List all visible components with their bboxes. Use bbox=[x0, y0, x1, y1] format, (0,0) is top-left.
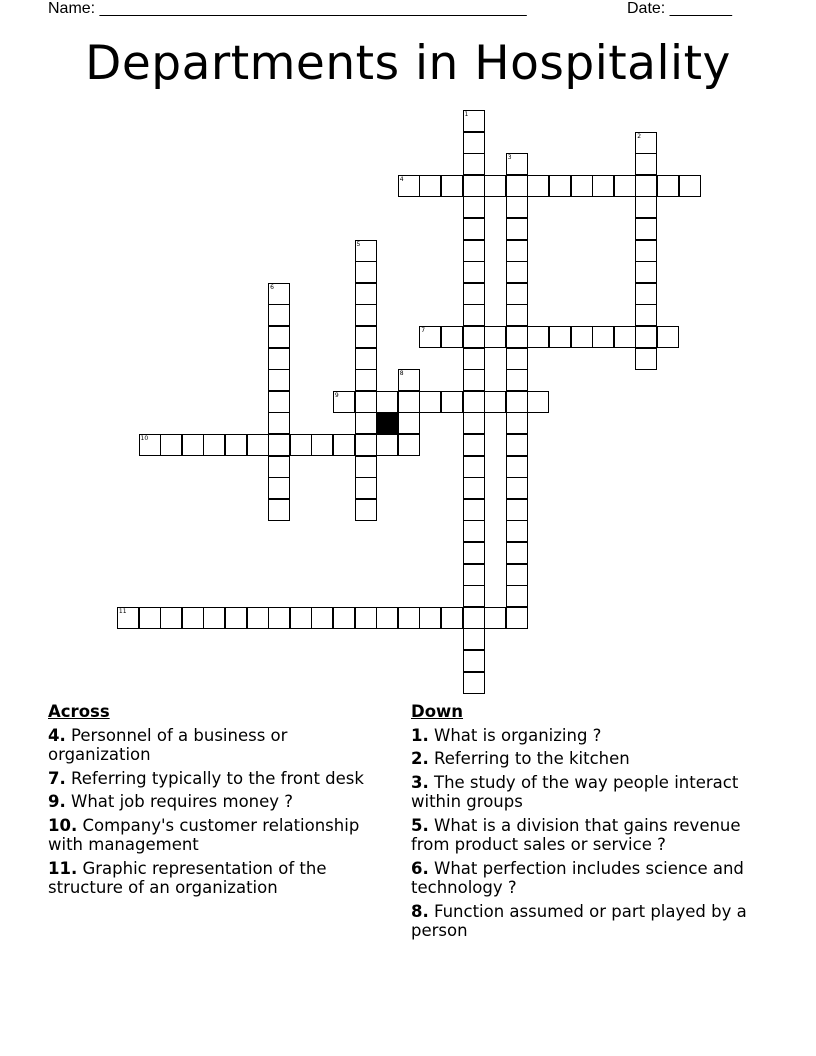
clue-number: 5. bbox=[411, 815, 429, 835]
crossword-cell[interactable] bbox=[463, 218, 485, 240]
crossword-cell[interactable] bbox=[203, 607, 225, 629]
crossword-cell[interactable] bbox=[463, 283, 485, 305]
crossword-cell[interactable] bbox=[160, 434, 182, 456]
clue-text: Graphic representation of the structure of an organization bbox=[48, 858, 327, 897]
crossword-cell[interactable] bbox=[268, 434, 290, 456]
crossword-cell[interactable] bbox=[635, 218, 657, 240]
crossword-cell[interactable] bbox=[506, 283, 528, 305]
crossword-cell[interactable] bbox=[506, 304, 528, 326]
crossword-cell[interactable] bbox=[398, 412, 420, 434]
crossword-cell[interactable] bbox=[441, 607, 463, 629]
crossword-cell[interactable] bbox=[268, 499, 290, 521]
crossword-cell[interactable] bbox=[225, 434, 247, 456]
crossword-cell[interactable] bbox=[506, 175, 528, 197]
crossword-cell[interactable] bbox=[441, 391, 463, 413]
crossword-cell[interactable] bbox=[333, 607, 355, 629]
down-clue bbox=[411, 859, 771, 898]
crossword-cell[interactable] bbox=[203, 434, 225, 456]
crossword-cell[interactable] bbox=[463, 153, 485, 175]
clue-number: 6. bbox=[411, 858, 429, 878]
crossword-cell[interactable] bbox=[355, 412, 377, 434]
crossword-cell[interactable] bbox=[506, 477, 528, 499]
clue-text: Referring typically to the front desk bbox=[71, 768, 364, 788]
crossword-cell[interactable] bbox=[463, 672, 485, 694]
crossword-cell[interactable] bbox=[463, 542, 485, 564]
across-clue bbox=[48, 792, 388, 812]
crossword-black-cell bbox=[376, 412, 398, 434]
crossword-cell[interactable] bbox=[657, 326, 679, 348]
clue-number: 8. bbox=[411, 901, 429, 921]
crossword-cell[interactable] bbox=[355, 391, 377, 413]
crossword-cell[interactable] bbox=[484, 391, 506, 413]
crossword-cell[interactable] bbox=[355, 607, 377, 629]
crossword-cell[interactable] bbox=[635, 132, 657, 154]
down-clue bbox=[411, 773, 771, 812]
crossword-cell[interactable] bbox=[419, 607, 441, 629]
clue-number: 2. bbox=[411, 749, 429, 768]
crossword-cell[interactable] bbox=[463, 650, 485, 672]
clue-text: Personnel of a business or organization bbox=[48, 725, 288, 764]
clue-number: 4. bbox=[48, 725, 66, 745]
crossword-cell[interactable] bbox=[592, 326, 614, 348]
crossword-cell[interactable] bbox=[657, 175, 679, 197]
crossword-cell[interactable] bbox=[398, 607, 420, 629]
crossword-cell[interactable] bbox=[506, 499, 528, 521]
crossword-cell[interactable] bbox=[139, 434, 161, 456]
clue-text: Referring to the kitchen bbox=[434, 749, 630, 768]
crossword-cell[interactable] bbox=[506, 585, 528, 607]
clue-number: 11. bbox=[48, 858, 78, 878]
crossword-cell[interactable] bbox=[268, 477, 290, 499]
page-title: Departments in Hospitality bbox=[85, 36, 731, 91]
crossword-cell[interactable] bbox=[268, 412, 290, 434]
crossword-cell[interactable] bbox=[463, 110, 485, 132]
crossword-cell[interactable] bbox=[635, 283, 657, 305]
crossword-cell[interactable] bbox=[290, 434, 312, 456]
crossword-cell[interactable] bbox=[635, 326, 657, 348]
crossword-cell[interactable] bbox=[463, 456, 485, 478]
across-clue bbox=[48, 769, 388, 789]
clue-number: 9. bbox=[48, 792, 66, 811]
crossword-cell[interactable] bbox=[484, 326, 506, 348]
clue-text: Function assumed or part played by a person bbox=[411, 901, 747, 940]
crossword-cell[interactable] bbox=[398, 369, 420, 391]
crossword-cell[interactable] bbox=[463, 196, 485, 218]
clue-text: What job requires money ? bbox=[71, 792, 294, 811]
clue-number-label: 1 bbox=[464, 111, 469, 118]
crossword-cell[interactable] bbox=[506, 348, 528, 370]
crossword-cell[interactable] bbox=[506, 326, 528, 348]
crossword-cell[interactable] bbox=[268, 304, 290, 326]
crossword-cell[interactable] bbox=[355, 326, 377, 348]
down-clues bbox=[411, 702, 771, 945]
clue-text: What is a division that gains revenue from product sales or service ? bbox=[411, 815, 741, 854]
crossword-cell[interactable] bbox=[441, 326, 463, 348]
crossword-cell[interactable] bbox=[506, 542, 528, 564]
crossword-cell[interactable] bbox=[635, 240, 657, 262]
across-clue bbox=[48, 726, 388, 765]
crossword-cell[interactable] bbox=[463, 585, 485, 607]
crossword-cell[interactable] bbox=[355, 456, 377, 478]
crossword-cell[interactable] bbox=[463, 412, 485, 434]
crossword-cell[interactable] bbox=[463, 304, 485, 326]
crossword-cell[interactable] bbox=[398, 391, 420, 413]
clue-text: What perfection includes science and technology ? bbox=[411, 858, 744, 897]
clue-number-label: 2 bbox=[637, 132, 642, 140]
across-heading: Across bbox=[48, 702, 110, 721]
clue-text: What is organizing ? bbox=[434, 725, 602, 745]
crossword-cell[interactable] bbox=[311, 607, 333, 629]
down-clue bbox=[411, 902, 771, 941]
down-clue bbox=[411, 816, 771, 855]
crossword-cell[interactable] bbox=[463, 175, 485, 197]
crossword-cell[interactable] bbox=[635, 304, 657, 326]
crossword-cell[interactable] bbox=[182, 434, 204, 456]
clue-number-label: 4 bbox=[399, 175, 404, 183]
across-clue bbox=[48, 816, 388, 855]
crossword-cell[interactable] bbox=[355, 283, 377, 305]
crossword-cell[interactable] bbox=[506, 196, 528, 218]
crossword-cell[interactable] bbox=[268, 607, 290, 629]
crossword-cell[interactable] bbox=[506, 261, 528, 283]
crossword-cell[interactable] bbox=[463, 132, 485, 154]
crossword-cell[interactable] bbox=[527, 175, 549, 197]
crossword-cell[interactable] bbox=[355, 304, 377, 326]
crossword-cell[interactable] bbox=[527, 391, 549, 413]
clue-number-label: 6 bbox=[270, 283, 274, 291]
crossword-cell[interactable] bbox=[463, 261, 485, 283]
crossword-cell[interactable] bbox=[463, 628, 485, 650]
crossword-cell[interactable] bbox=[376, 391, 398, 413]
clue-number-label: 5 bbox=[356, 240, 361, 248]
crossword-cell[interactable] bbox=[463, 240, 485, 262]
crossword-cell[interactable] bbox=[419, 175, 441, 197]
crossword-cell[interactable] bbox=[355, 477, 377, 499]
clue-number: 3. bbox=[411, 772, 429, 792]
crossword-cell[interactable] bbox=[527, 326, 549, 348]
crossword-cell[interactable] bbox=[484, 175, 506, 197]
crossword-cell[interactable] bbox=[506, 607, 528, 629]
crossword-cell[interactable] bbox=[614, 326, 636, 348]
crossword-cell[interactable] bbox=[247, 434, 269, 456]
crossword-cell[interactable] bbox=[463, 499, 485, 521]
clue-number-label: 11 bbox=[118, 607, 127, 615]
crossword-cell[interactable] bbox=[355, 261, 377, 283]
crossword-cell[interactable] bbox=[614, 175, 636, 197]
clue-number-label: 10 bbox=[140, 435, 149, 442]
crossword-cell[interactable] bbox=[139, 607, 161, 629]
crossword-cell[interactable] bbox=[506, 240, 528, 262]
crossword-cell[interactable] bbox=[571, 326, 593, 348]
clue-number-label: 9 bbox=[334, 391, 339, 399]
crossword-cell[interactable] bbox=[506, 520, 528, 542]
crossword-cell[interactable] bbox=[441, 175, 463, 197]
clue-text: Company's customer relationship with management bbox=[48, 815, 360, 854]
crossword-cell[interactable] bbox=[182, 607, 204, 629]
crossword-cell[interactable] bbox=[506, 218, 528, 240]
crossword-cell[interactable] bbox=[463, 520, 485, 542]
crossword-cell[interactable] bbox=[355, 369, 377, 391]
crossword-cell[interactable] bbox=[290, 607, 312, 629]
crossword-cell[interactable] bbox=[592, 175, 614, 197]
crossword-cell[interactable] bbox=[635, 196, 657, 218]
crossword-cell[interactable] bbox=[549, 175, 571, 197]
crossword-cell[interactable] bbox=[463, 477, 485, 499]
crossword-cell[interactable] bbox=[376, 434, 398, 456]
down-heading: Down bbox=[411, 702, 464, 721]
clue-number: 7. bbox=[48, 768, 66, 788]
crossword-cell[interactable] bbox=[463, 326, 485, 348]
crossword-cell[interactable] bbox=[355, 499, 377, 521]
name-field-label: Name: ________________________________________________ bbox=[48, 0, 527, 17]
crossword-cell[interactable] bbox=[463, 369, 485, 391]
crossword-cell[interactable] bbox=[635, 348, 657, 370]
crossword-cell[interactable] bbox=[463, 607, 485, 629]
crossword-cell[interactable] bbox=[247, 607, 269, 629]
crossword-cell[interactable] bbox=[268, 348, 290, 370]
crossword-cell[interactable] bbox=[635, 153, 657, 175]
crossword-cell[interactable] bbox=[549, 326, 571, 348]
crossword-cell[interactable] bbox=[225, 607, 247, 629]
crossword-cell[interactable] bbox=[506, 391, 528, 413]
crossword-cell[interactable] bbox=[333, 391, 355, 413]
crossword-cell[interactable] bbox=[463, 348, 485, 370]
crossword-cell[interactable] bbox=[376, 607, 398, 629]
crossword-cell[interactable] bbox=[355, 240, 377, 262]
clue-text: The study of the way people interact within groups bbox=[411, 772, 739, 811]
crossword-cell[interactable] bbox=[333, 434, 355, 456]
crossword-cell[interactable] bbox=[463, 564, 485, 586]
crossword-cell[interactable] bbox=[268, 326, 290, 348]
crossword-cell[interactable] bbox=[419, 326, 441, 348]
crossword-cell[interactable] bbox=[419, 391, 441, 413]
crossword-cell[interactable] bbox=[635, 261, 657, 283]
crossword-cell[interactable] bbox=[355, 434, 377, 456]
crossword-cell[interactable] bbox=[268, 369, 290, 391]
crossword-cell[interactable] bbox=[268, 456, 290, 478]
crossword-cell[interactable] bbox=[268, 283, 290, 305]
crossword-cell[interactable] bbox=[160, 607, 182, 629]
crossword-cell[interactable] bbox=[679, 175, 701, 197]
crossword-cell[interactable] bbox=[506, 564, 528, 586]
clue-number: 10. bbox=[48, 815, 78, 835]
down-clue bbox=[411, 726, 771, 746]
crossword-cell[interactable] bbox=[268, 391, 290, 413]
crossword-cell[interactable] bbox=[398, 175, 420, 197]
across-clue bbox=[48, 859, 388, 898]
crossword-cell[interactable] bbox=[355, 348, 377, 370]
clue-number-label: 3 bbox=[507, 154, 512, 162]
crossword-cell[interactable] bbox=[635, 175, 657, 197]
clue-number: 1. bbox=[411, 725, 429, 745]
crossword-cell[interactable] bbox=[484, 607, 506, 629]
clue-number-label: 8 bbox=[399, 370, 404, 378]
clue-number-label: 7 bbox=[421, 327, 426, 334]
crossword-cell[interactable] bbox=[506, 369, 528, 391]
crossword-cell[interactable] bbox=[463, 434, 485, 456]
crossword-cell[interactable] bbox=[506, 456, 528, 478]
crossword-cell[interactable] bbox=[506, 153, 528, 175]
date-field-label: Date: _______ bbox=[627, 0, 732, 17]
down-clue bbox=[411, 749, 771, 769]
crossword-cell[interactable] bbox=[571, 175, 593, 197]
crossword-cell[interactable] bbox=[463, 391, 485, 413]
crossword-cell[interactable] bbox=[506, 434, 528, 456]
crossword-cell[interactable] bbox=[506, 412, 528, 434]
crossword-cell[interactable] bbox=[117, 607, 139, 629]
across-clues bbox=[48, 702, 388, 902]
crossword-cell[interactable] bbox=[398, 434, 420, 456]
crossword-cell[interactable] bbox=[311, 434, 333, 456]
